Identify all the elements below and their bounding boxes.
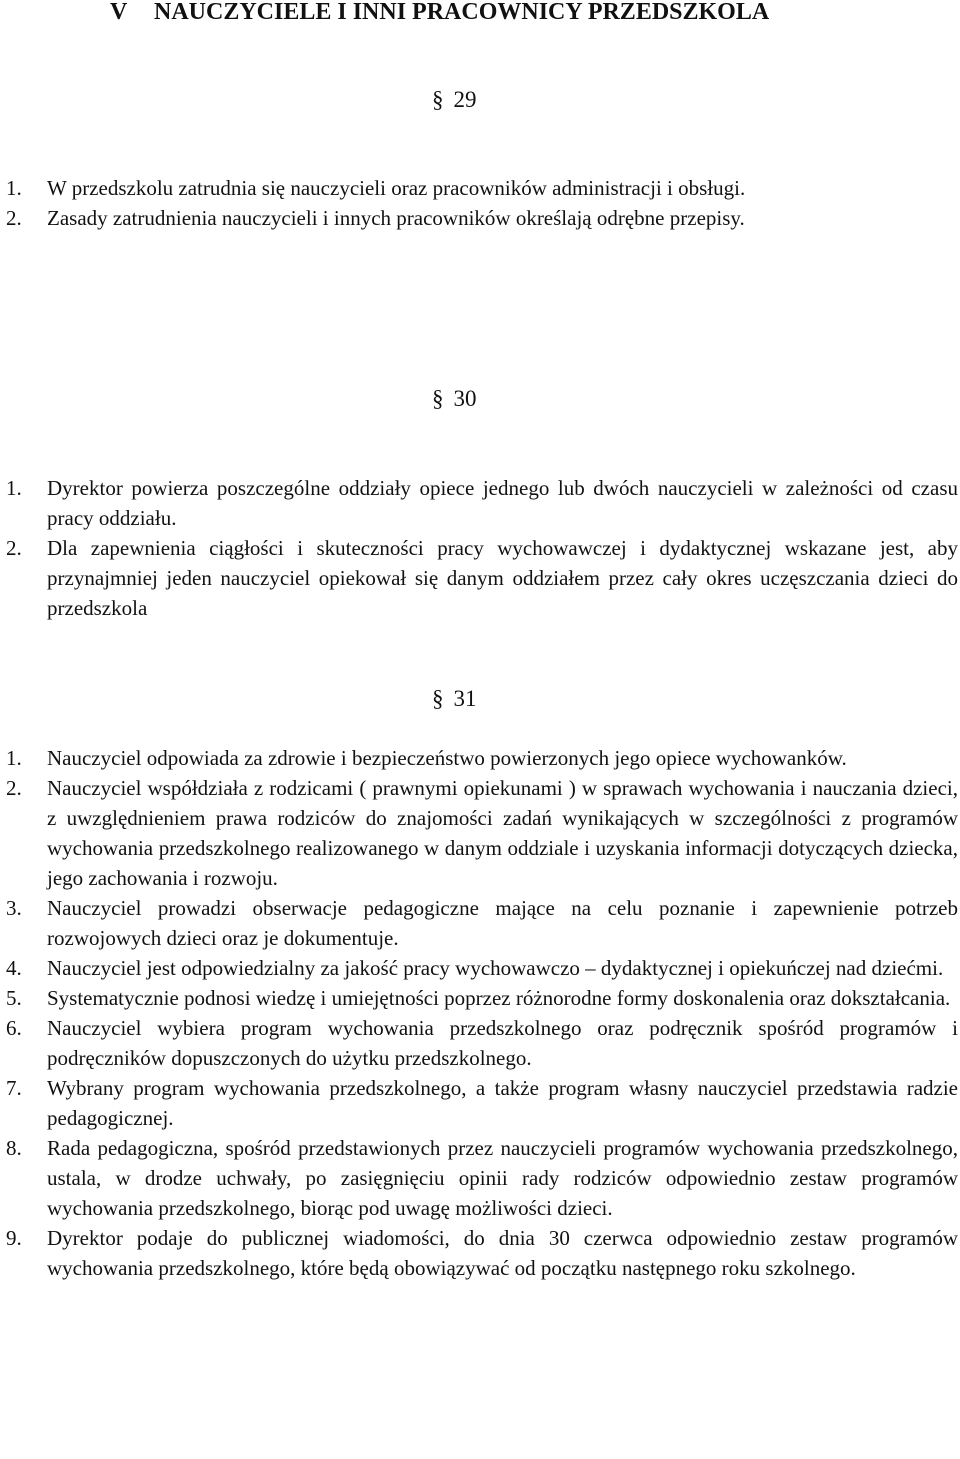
list-item — [0, 1223, 958, 1283]
list-item — [0, 773, 958, 893]
list-item — [0, 983, 958, 1013]
item-text: Nauczyciel wybiera program wychowania przedszkolnego oraz podręcznik spośród programów i podręczników dopuszczonych do użytku przedszkolnego. — [47, 1016, 958, 1070]
item-number: 7. — [6, 1076, 22, 1100]
list-item — [0, 533, 958, 623]
list-item — [0, 1013, 958, 1073]
item-number: 1. — [6, 746, 22, 770]
item-number: 9. — [6, 1226, 22, 1250]
item-number: 6. — [6, 1016, 22, 1040]
item-number: 5. — [6, 986, 22, 1010]
section-number: 31 — [453, 686, 477, 711]
section-heading-30 — [432, 384, 477, 414]
item-text: Nauczyciel prowadzi obserwacje pedagogiczne mające na celu poznanie i zapewnienie potrzeb rozwojowych dzieci oraz je dokumentuje. — [47, 896, 958, 950]
item-text: Nauczyciel współdziała z rodzicami ( prawnymi opiekunami ) w sprawach wychowania i nauczania dzieci, z uwzględnieniem prawa rodziców do znajomości zadań wynikających w szczególności z programów wychowania przedszkolnego realizowanego w danym oddziale i uzyskania informacji dotyczących dziecka, jego zachowania i rozwoju. — [47, 776, 958, 890]
section-29-list — [0, 173, 860, 233]
item-number: 2. — [6, 536, 22, 560]
item-number: 2. — [6, 206, 22, 230]
chapter-number: V — [110, 0, 128, 25]
list-item — [0, 173, 860, 203]
item-text: Nauczyciel odpowiada za zdrowie i bezpieczeństwo powierzonych jego opiece wychowanków. — [47, 746, 847, 770]
list-item — [0, 473, 958, 533]
item-text: Wybrany program wychowania przedszkolnego, a także program własny nauczyciel przedstawia radzie pedagogicznej. — [47, 1076, 958, 1130]
list-item — [0, 743, 958, 773]
item-text: Dyrektor podaje do publicznej wiadomości, do dnia 30 czerwca odpowiednio zestaw programów wychowania przedszkolnego, które będą obowiązywać od początku następnego roku szkolnego. — [47, 1226, 958, 1280]
chapter-title: NAUCZYCIELE I INNI PRACOWNICY PRZEDSZKOLA — [154, 0, 770, 25]
item-number: 4. — [6, 956, 22, 980]
section-symbol: § — [432, 686, 444, 711]
item-text: Zasady zatrudnienia nauczycieli i innych pracowników określają odrębne przepisy. — [47, 206, 745, 230]
item-text: Systematycznie podnosi wiedzę i umiejętności poprzez różnorodne formy doskonalenia oraz dokształcania. — [47, 986, 951, 1010]
section-number: 29 — [453, 87, 477, 112]
item-number: 1. — [6, 476, 22, 500]
item-text: Nauczyciel jest odpowiedzialny za jakość pracy wychowawczo – dydaktycznej i opiekuńczej nad dziećmi. — [47, 956, 944, 980]
section-31-list — [0, 743, 958, 1283]
list-item — [0, 203, 860, 233]
section-number: 30 — [453, 386, 477, 411]
section-30-list — [0, 473, 958, 623]
item-text: Dyrektor powierza poszczególne oddziały opiece jednego lub dwóch nauczycieli w zależności od czasu pracy oddziału. — [47, 476, 958, 530]
item-text: Rada pedagogiczna, spośród przedstawionych przez nauczycieli programów wychowania przedszkolnego, ustala, w drodze uchwały, po zasięgnięciu opinii rady rodziców odpowiednio zestaw programów wychowania przedszkolnego, biorąc pod uwagę możliwości dzieci. — [47, 1136, 958, 1220]
list-item — [0, 1073, 958, 1133]
item-number: 8. — [6, 1136, 22, 1160]
item-number: 2. — [6, 776, 22, 800]
section-heading-29 — [432, 85, 477, 115]
section-symbol: § — [432, 386, 444, 411]
item-text: W przedszkolu zatrudnia się nauczycieli oraz pracowników administracji i obsługi. — [47, 176, 746, 200]
item-number: 3. — [6, 896, 22, 920]
chapter-heading — [110, 0, 769, 28]
section-heading-31 — [432, 684, 477, 714]
item-number: 1. — [6, 176, 22, 200]
item-text: Dla zapewnienia ciągłości i skuteczności pracy wychowawczej i dydaktycznej wskazane jest, aby przynajmniej jeden nauczyciel opiekował się danym oddziałem przez cały okres uczęszczania dzieci do przedszkola — [47, 536, 958, 620]
section-symbol: § — [432, 87, 444, 112]
list-item — [0, 893, 958, 953]
list-item — [0, 953, 958, 983]
list-item — [0, 1133, 958, 1223]
